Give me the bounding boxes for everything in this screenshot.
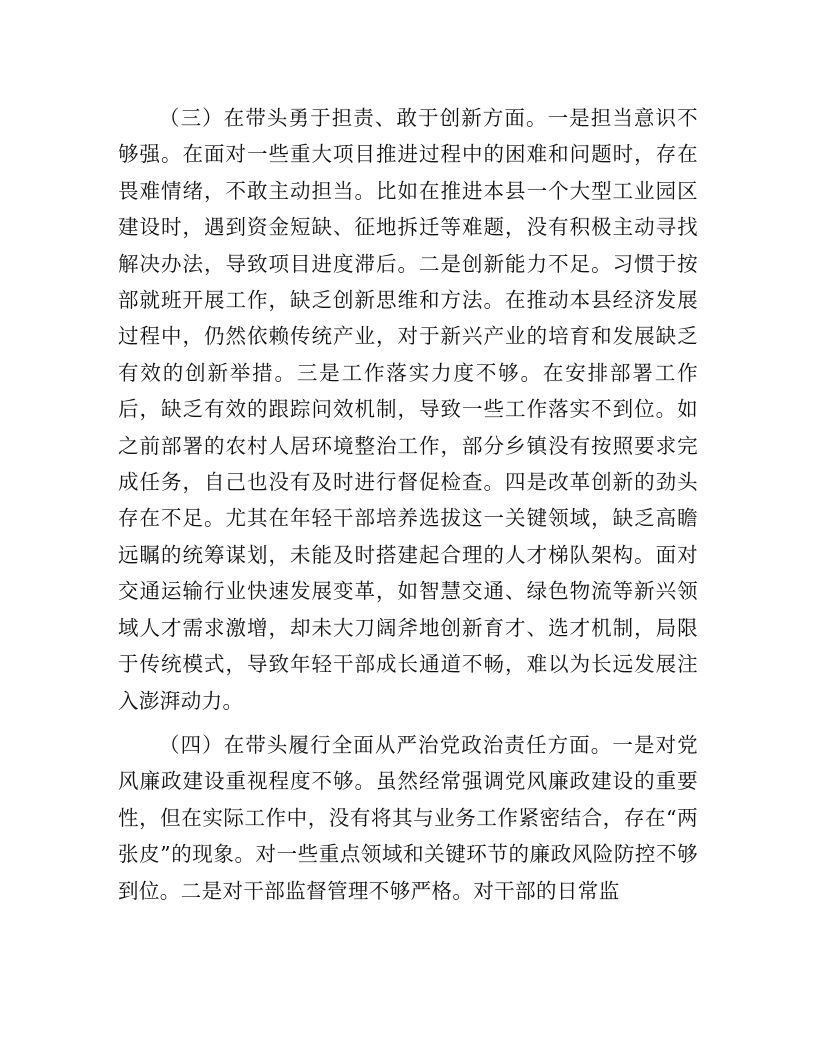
document-body <box>118 100 698 909</box>
paragraph-section-three: （三）在带头勇于担责、敢于创新方面。一是担当意识不够强。在面对一些重大项目推进过程中的困难和问题时，存在畏难情绪，不敢主动担当。比如在推进本县一个大型工业园区建设时，遇到资金短缺、征地拆迁等难题，没有积极主动寻找解决办法，导致项目进度滞后。二是创新能力不足。习惯于按部就班开展工作，缺乏创新思维和方法。在推动本县经济发展过程中，仍然依赖传统产业，对于新兴产业的培育和发展缺乏有效的创新举措。三是工作落实力度不够。在安排部署工作后，缺乏有效的跟踪问效机制，导致一些工作落实不到位。如之前部署的农村人居环境整治工作，部分乡镇没有按照要求完成任务，自己也没有及时进行督促检查。四是改革创新的劲头存在不足。尤其在年轻干部培养选拔这一关键领域，缺乏高瞻远瞩的统筹谋划，未能及时搭建起合理的人才梯队架构。面对交通运输行业快速发展变革，如智慧交通、绿色物流等新兴领域人才需求激增，却未大刀阔斧地创新育才、选才机制，局限于传统模式，导致年轻干部成长通道不畅，难以为长远发展注入澎湃动力。 <box>118 106 698 713</box>
paragraph-section-four: （四）在带头履行全面从严治党政治责任方面。一是对党风廉政建设重视程度不够。虽然经常强调党风廉政建设的重要性，但在实际工作中，没有将其与业务工作紧密结合，存在“两张皮”的现象。对一些重点领域和关键环节的廉政风险防控不够到位。二是对干部监督管理不够严格。对干部的日常监 <box>118 732 698 903</box>
